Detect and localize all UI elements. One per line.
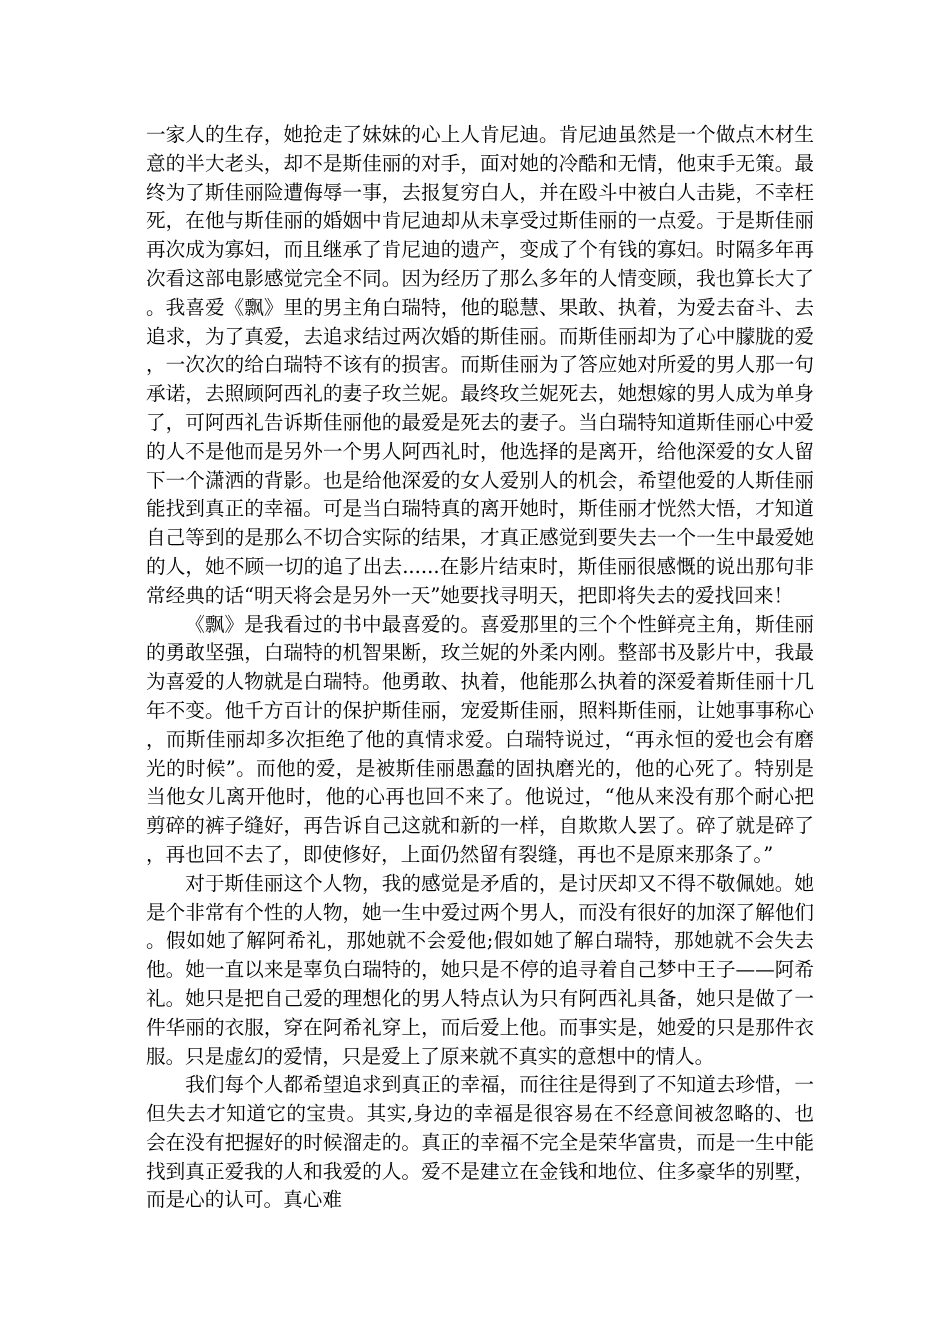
document-body — [146, 121, 814, 1215]
paragraph-1: 一家人的生存，她抢走了妹妹的心上人肯尼迪。肯尼迪虽然是一个做点木材生意的半大老头，却不是斯佳丽的对手，面对她的冷酷和无情，他束手无策。最终为了斯佳丽险遭侮辱一事，去报复穷白人，并在殴斗中被白人击毙，不幸枉死，在他与斯佳丽的婚姻中肯尼迪却从未享受过斯佳丽的一点爱。于是斯佳丽再次成为寡妇，而且继承了肯尼迪的遗产，变成了个有钱的寡妇。时隔多年再次看这部电影感觉完全不同。因为经历了那么多年的人情变顾，我也算长大了。我喜爱《飘》里的男主角白瑞特，他的聪慧、果敢、执着，为爱去奋斗、去追求，为了真爱，去追求结过两次婚的斯佳丽。而斯佳丽却为了心中朦胧的爱，一次次的给白瑞特不该有的损害。而斯佳丽为了答应她对所爱的男人那一句承诺，去照顾阿西礼的妻子玫兰妮。最终玫兰妮死去，她想嫁的男人成为单身了，可阿西礼告诉斯佳丽他的最爱是死去的妻子。当白瑞特知道斯佳丽心中爱的人不是他而是另外一个男人阿西礼时，他选择的是离开，给他深爱的女人留下一个潇洒的背影。也是给他深爱的女人爱别人的机会，希望他爱的人斯佳丽能找到真正的幸福。可是当白瑞特真的离开她时，斯佳丽才恍然大悟，才知道自己等到的是那么不切合实际的结果，才真正感觉到要失去一个一生中最爱她的人，她不顾一切的追了出去......在影片结束时，斯佳丽很感慨的说出那句非常经典的话“明天将会是另外一天”她要找寻明天，把即将失去的爱找回来！ — [146, 123, 814, 607]
paragraph-3: 对于斯佳丽这个人物，我的感觉是矛盾的，是讨厌却又不得不敬佩她。她是个非常有个性的人物，她一生中爱过两个男人，而没有很好的加深了解他们。假如她了解阿希礼，那她就不会爱他;假如她了解白瑞特，那她就不会失去他。她一直以来是辜负白瑞特的，她只是不停的追寻着自己梦中王子——阿希礼。她只是把自己爱的理想化的男人特点认为只有阿西礼具备，她只是做了一件华丽的衣服，穿在阿希礼穿上，而后爱上他。而事实是，她爱的只是那件衣服。只是虚幻的爱情，只是爱上了原来就不真实的意想中的情人。 — [146, 871, 814, 1068]
paragraph-4: 我们每个人都希望追求到真正的幸福，而往往是得到了不知道去珍惜，一但失去才知道它的宝贵。其实,身边的幸福是很容易在不经意间被忽略的、也会在没有把握好的时候溜走的。真正的幸福不完全是荣华富贵，而是一生中能找到真正爱我的人和我爱的人。爱不是建立在金钱和地位、住多豪华的别墅，而是心的认可。真心难 — [146, 1073, 814, 1212]
paragraph-2: 《飘》是我看过的书中最喜爱的。喜爱那里的三个个性鲜亮主角，斯佳丽的勇敢坚强，白瑞特的机智果断，玫兰妮的外柔内刚。整部书及影片中，我最为喜爱的人物就是白瑞特。他勇敢、执着，他能那么执着的深爱着斯佳丽十几年不变。他千方百计的保护斯佳丽，宠爱斯佳丽，照料斯佳丽，让她事事称心，而斯佳丽却多次拒绝了他的真情求爱。白瑞特说过，“再永恒的爱也会有磨光的时候”。而他的爱，是被斯佳丽愚蠢的固执磨光的，他的心死了。特别是当他女儿离开他时，他的心再也回不来了。他说过，“他从来没有那个耐心把剪碎的裤子缝好，再告诉自己这就和新的一样，自欺欺人罢了。碎了就是碎了，再也回不去了，即使修好，上面仍然留有裂缝，再也不是原来那条了。” — [146, 612, 814, 866]
